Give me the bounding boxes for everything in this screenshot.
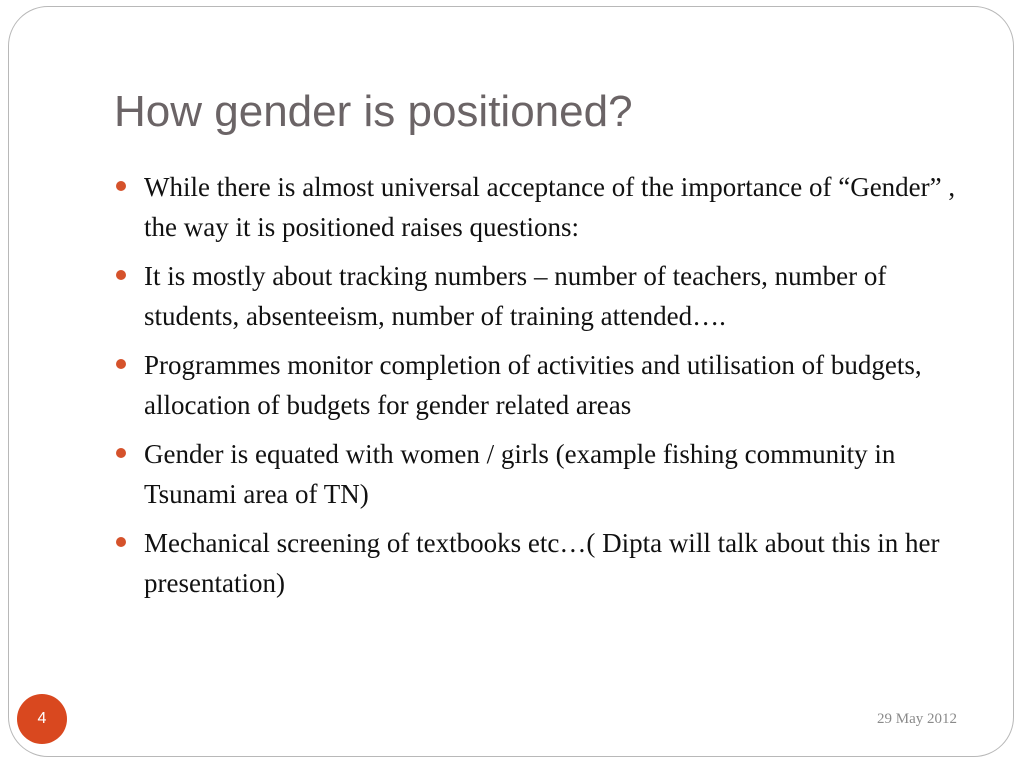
bullet-item	[116, 434, 966, 514]
bullet-dot-icon	[116, 270, 126, 280]
slide-title: How gender is positioned?	[114, 87, 633, 136]
bullet-text: While there is almost universal acceptance of the importance of “Gender” , the way it is positioned raises questions:	[144, 172, 956, 242]
slide-date: 29 May 2012	[877, 711, 957, 727]
bullet-dot-icon	[116, 181, 126, 191]
bullet-item	[116, 256, 966, 336]
bullet-item	[116, 523, 966, 603]
bullet-dot-icon	[116, 537, 126, 547]
bullet-dot-icon	[116, 448, 126, 458]
bullet-item	[116, 167, 966, 247]
bullet-text: Mechanical screening of textbooks etc…( Dipta will talk about this in her presentation)	[144, 528, 940, 598]
bullet-text: Gender is equated with women / girls (example fishing community in Tsunami area of TN)	[144, 439, 896, 509]
bullet-text: It is mostly about tracking numbers – number of teachers, number of students, absenteeism, number of training attended….	[144, 261, 887, 331]
bullet-item	[116, 345, 966, 425]
page-number-badge: 4	[17, 694, 67, 744]
bullet-dot-icon	[116, 359, 126, 369]
bullet-list	[116, 167, 966, 612]
bullet-text: Programmes monitor completion of activities and utilisation of budgets, allocation of budgets for gender related areas	[144, 350, 922, 420]
